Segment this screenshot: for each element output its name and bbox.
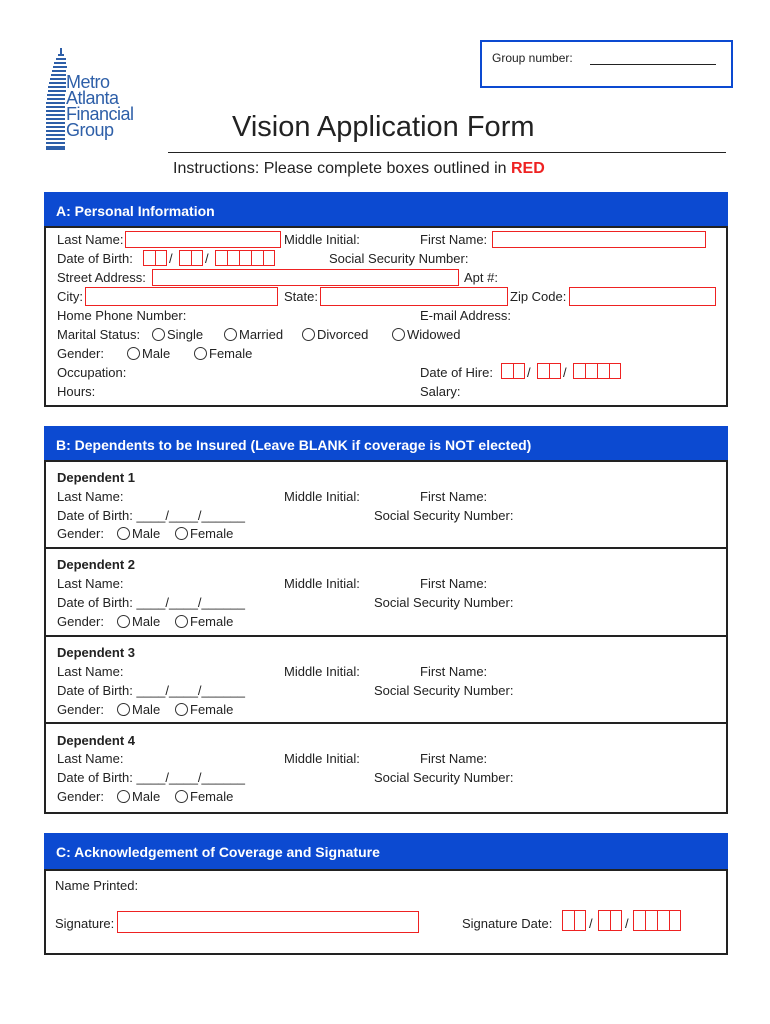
dep-gender-male[interactable] xyxy=(117,614,160,629)
marital-option-divorced[interactable] xyxy=(302,327,368,342)
hire-slash-1: / xyxy=(527,365,531,380)
occupation-label: Occupation: xyxy=(57,365,127,380)
group-number-field[interactable] xyxy=(590,64,716,65)
dep-first-name-label: First Name: xyxy=(420,664,488,679)
dep-last-name-label: Last Name: xyxy=(57,751,124,766)
group-number-box xyxy=(480,40,733,88)
dependent-title: Dependent 2 xyxy=(57,557,136,572)
section-a-heading: A: Personal Information xyxy=(44,192,728,228)
dep-ssn-label: Social Security Number: xyxy=(374,770,514,785)
dependent-title: Dependent 1 xyxy=(57,470,136,485)
logo-text xyxy=(66,74,134,138)
page-title: Vision Application Form xyxy=(232,111,535,143)
dep-last-name-label: Last Name: xyxy=(57,576,124,591)
marital-divorced-label: Divorced xyxy=(317,327,369,342)
radio-icon[interactable] xyxy=(175,790,188,803)
female-label: Female xyxy=(190,702,234,717)
zip-code-label: Zip Code: xyxy=(510,289,567,304)
dependent-title: Dependent 4 xyxy=(57,733,136,748)
radio-icon[interactable] xyxy=(175,703,188,716)
email-label: E-mail Address: xyxy=(420,308,512,323)
dob-month-field[interactable] xyxy=(143,250,167,266)
dep-gender-label: Gender: xyxy=(57,526,104,541)
marital-status-label: Marital Status: xyxy=(57,327,141,342)
dep-gender-male[interactable] xyxy=(117,702,160,717)
marital-option-widowed[interactable] xyxy=(392,327,460,342)
dob-slash-1: / xyxy=(169,251,173,266)
radio-icon[interactable] xyxy=(117,527,130,540)
dep-first-name-label: First Name: xyxy=(420,751,488,766)
section-c-heading: C: Acknowledgement of Coverage and Signature xyxy=(44,833,728,869)
dep-dob-label: Date of Birth: ____/____/______ xyxy=(57,595,245,610)
sig-date-slash-1: / xyxy=(589,916,593,931)
marital-option-married[interactable] xyxy=(224,327,283,342)
radio-icon[interactable] xyxy=(152,328,165,341)
dob-slash-2: / xyxy=(205,251,209,266)
male-label: Male xyxy=(132,526,161,541)
gender-option-female[interactable] xyxy=(194,346,252,361)
state-field[interactable] xyxy=(320,287,508,306)
radio-icon[interactable] xyxy=(117,790,130,803)
group-number-label: Group number: xyxy=(492,51,573,65)
instructions xyxy=(173,160,545,178)
street-address-label: Street Address: xyxy=(57,270,146,285)
logo-line-1: Metro xyxy=(66,72,110,92)
city-field[interactable] xyxy=(85,287,278,306)
last-name-field[interactable] xyxy=(125,231,281,248)
dependent-divider xyxy=(46,722,726,724)
hire-year-field[interactable] xyxy=(573,363,621,379)
dep-gender-male[interactable] xyxy=(117,789,160,804)
dob-year-field[interactable] xyxy=(215,250,275,266)
signature-date-label: Signature Date: xyxy=(462,916,553,931)
home-phone-label: Home Phone Number: xyxy=(57,308,187,323)
dep-gender-label: Gender: xyxy=(57,614,104,629)
instructions-red: RED xyxy=(510,160,545,177)
dep-ssn-label: Social Security Number: xyxy=(374,508,514,523)
radio-icon[interactable] xyxy=(117,615,130,628)
dep-middle-initial-label: Middle Initial: xyxy=(284,664,360,679)
state-label: State: xyxy=(284,289,318,304)
radio-icon[interactable] xyxy=(175,527,188,540)
radio-icon[interactable] xyxy=(117,703,130,716)
signature-field[interactable] xyxy=(117,911,419,933)
female-label: Female xyxy=(190,526,234,541)
dep-first-name-label: First Name: xyxy=(420,489,488,504)
marital-married-label: Married xyxy=(239,327,284,342)
radio-icon[interactable] xyxy=(302,328,315,341)
hire-month-field[interactable] xyxy=(501,363,525,379)
sig-date-year-field[interactable] xyxy=(633,910,681,931)
first-name-field[interactable] xyxy=(492,231,706,248)
marital-widowed-label: Widowed xyxy=(407,327,461,342)
dep-middle-initial-label: Middle Initial: xyxy=(284,576,360,591)
dependent-title: Dependent 3 xyxy=(57,645,136,660)
date-of-hire-label: Date of Hire: xyxy=(420,365,493,380)
dep-ssn-label: Social Security Number: xyxy=(374,595,514,610)
dep-dob-label: Date of Birth: ____/____/______ xyxy=(57,508,245,523)
first-name-label: First Name: xyxy=(420,232,488,247)
dob-day-field[interactable] xyxy=(179,250,203,266)
dep-middle-initial-label: Middle Initial: xyxy=(284,489,360,504)
dep-dob-label: Date of Birth: ____/____/______ xyxy=(57,770,245,785)
dependent-divider xyxy=(46,547,726,549)
dep-last-name-label: Last Name: xyxy=(57,664,124,679)
male-label: Male xyxy=(132,614,161,629)
dep-gender-male[interactable] xyxy=(117,526,160,541)
dep-gender-female[interactable] xyxy=(175,789,233,804)
logo-line-2: Atlanta xyxy=(66,88,119,108)
marital-single-label: Single xyxy=(167,327,204,342)
sig-date-month-field[interactable] xyxy=(562,910,586,931)
hire-slash-2: / xyxy=(563,365,567,380)
dep-middle-initial-label: Middle Initial: xyxy=(284,751,360,766)
zip-code-field[interactable] xyxy=(569,287,716,306)
instructions-text: Instructions: Please complete boxes outlined in xyxy=(173,160,511,177)
apt-label: Apt #: xyxy=(464,270,498,285)
gender-female-label: Female xyxy=(209,346,253,361)
hours-label: Hours: xyxy=(57,384,96,399)
dep-dob-label: Date of Birth: ____/____/______ xyxy=(57,683,245,698)
title-rule xyxy=(168,152,726,153)
gender-male-label: Male xyxy=(142,346,171,361)
dob-label: Date of Birth: xyxy=(57,251,133,266)
dependent-divider xyxy=(46,635,726,637)
male-label: Male xyxy=(132,702,161,717)
salary-label: Salary: xyxy=(420,384,461,399)
dep-gender-female[interactable] xyxy=(175,526,233,541)
ssn-label: Social Security Number: xyxy=(329,251,469,266)
dep-last-name-label: Last Name: xyxy=(57,489,124,504)
logo-line-4: Group xyxy=(66,120,114,140)
radio-icon[interactable] xyxy=(175,615,188,628)
gender-label: Gender: xyxy=(57,346,104,361)
female-label: Female xyxy=(190,789,234,804)
radio-icon[interactable] xyxy=(194,347,207,360)
middle-initial-label: Middle Initial: xyxy=(284,232,360,247)
gender-option-male[interactable] xyxy=(127,346,170,361)
dep-gender-female[interactable] xyxy=(175,614,233,629)
dep-gender-label: Gender: xyxy=(57,702,104,717)
signature-label: Signature: xyxy=(55,916,115,931)
name-printed-label: Name Printed: xyxy=(55,878,139,893)
sig-date-slash-2: / xyxy=(625,916,629,931)
logo-line-3: Financial xyxy=(66,104,134,124)
sig-date-day-field[interactable] xyxy=(598,910,622,931)
dep-gender-female[interactable] xyxy=(175,702,233,717)
city-label: City: xyxy=(57,289,83,304)
dep-first-name-label: First Name: xyxy=(420,576,488,591)
male-label: Male xyxy=(132,789,161,804)
radio-icon[interactable] xyxy=(224,328,237,341)
last-name-label: Last Name: xyxy=(57,232,124,247)
hire-day-field[interactable] xyxy=(537,363,561,379)
dep-ssn-label: Social Security Number: xyxy=(374,683,514,698)
female-label: Female xyxy=(190,614,234,629)
radio-icon[interactable] xyxy=(392,328,405,341)
section-b-heading: B: Dependents to be Insured (Leave BLANK if coverage is NOT elected) xyxy=(44,426,728,462)
radio-icon[interactable] xyxy=(127,347,140,360)
street-address-field[interactable] xyxy=(152,269,459,286)
marital-option-single[interactable] xyxy=(152,327,203,342)
dep-gender-label: Gender: xyxy=(57,789,104,804)
